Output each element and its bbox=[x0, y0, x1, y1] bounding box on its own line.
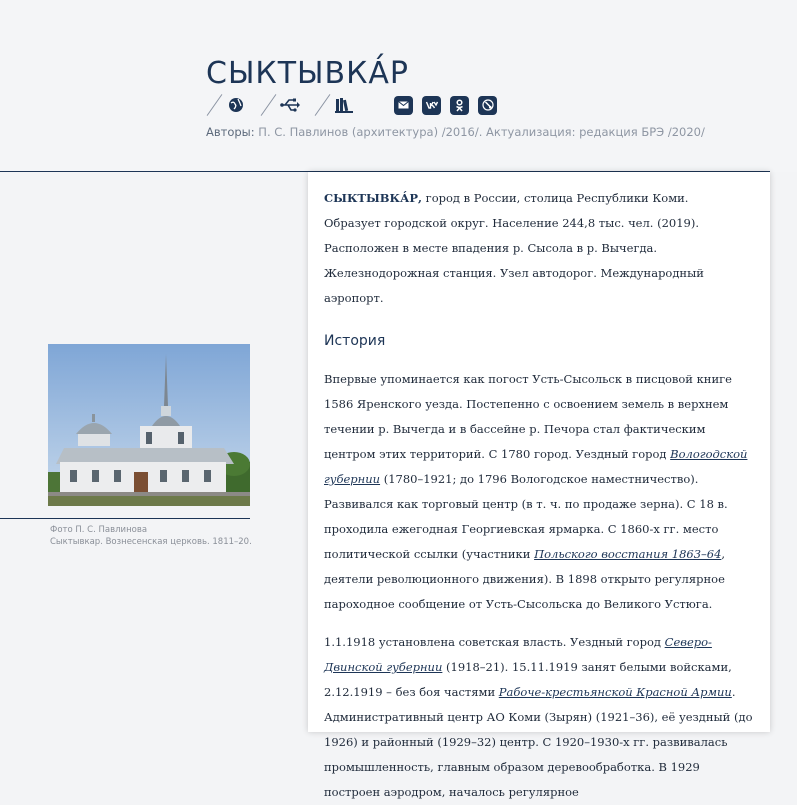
history-paragraph-1 bbox=[324, 367, 754, 617]
usb-icon[interactable] bbox=[280, 95, 300, 115]
vk-icon[interactable] bbox=[422, 96, 441, 115]
caption-text: Сыктывкар. Вознесенская церковь. 1811–20. bbox=[50, 537, 252, 547]
link-vologda-governorate[interactable]: Вологодской губернии bbox=[324, 447, 748, 486]
text-run: 1.1.1918 установлена советская власть. Уездный город bbox=[324, 635, 665, 649]
lead-rest: город в России, столица Республики Коми. bbox=[422, 191, 689, 205]
history-paragraph-2 bbox=[324, 630, 754, 805]
mail-icon[interactable] bbox=[394, 96, 413, 115]
article-body bbox=[308, 172, 770, 799]
article-header bbox=[0, 0, 797, 172]
toolbar bbox=[206, 94, 497, 116]
link-polish-uprising[interactable]: Польского восстания 1863–64 bbox=[534, 547, 722, 561]
link-north-dvina-governorate[interactable]: Северо-Двинской губернии bbox=[324, 635, 712, 674]
paragraph-gap bbox=[324, 617, 754, 630]
globe-icon[interactable] bbox=[226, 95, 246, 115]
history-heading: История bbox=[324, 333, 386, 349]
lead-paragraph bbox=[324, 186, 754, 211]
intro-paragraph: Образует городской округ. Население 244,8 тыс. чел. (2019). Расположен в месте впадения р. Сысола в р. Вычегда. Железнодорожная станция. Узел автодорог. Международный аэропорт. bbox=[324, 216, 704, 305]
text-run: Впервые упоминается как погост Усть-Сысольск в писцовой книге 1586 Яренского уезда. Постепенно с освоением земель в верхнем течении р. Вычегда и в бассейне р. Печора стал фактическим центром этих территорий. С 1780 город. Уездный город bbox=[324, 372, 732, 461]
figure-caption bbox=[50, 524, 270, 548]
divider bbox=[0, 171, 310, 172]
text-run: (1780–1921; до 1796 Вологодское наместничество). Развивался как торговый центр (в т. ч. по продаже зерна). С 18 в. проходила ежегодная Георгиевская ярмарка. С 1860-х гг. место политической ссылки (участники bbox=[324, 472, 728, 561]
books-icon[interactable] bbox=[334, 95, 354, 115]
page-title: СЫКТЫВКА́Р bbox=[206, 56, 410, 91]
link-red-army[interactable]: Рабоче-крестьянской Красной Армии bbox=[498, 685, 732, 699]
figure bbox=[48, 344, 250, 506]
livejournal-icon[interactable] bbox=[478, 96, 497, 115]
text-run: , деятели революционного движения). В 1898 открыто регулярное пароходное сообщение от Усть-Сысольска до Великого Устюга. bbox=[324, 547, 726, 611]
text-run: (1918–21). 15.11.1919 занят белыми войсками, 2.12.1919 – без боя частями bbox=[324, 660, 732, 699]
separator bbox=[206, 94, 224, 116]
church-photo[interactable] bbox=[48, 344, 250, 506]
authors-text: П. С. Павлинов (архитектура) /2016/. Актуализация: редакция БРЭ /2020/ bbox=[254, 125, 705, 139]
share-buttons bbox=[394, 96, 497, 115]
authors-label: Авторы: bbox=[206, 125, 255, 139]
authors-line bbox=[206, 125, 705, 139]
ok-icon[interactable] bbox=[450, 96, 469, 115]
text-run: . Административный центр АО Коми (Зырян) (1921–36), её уездный (до 1926) и районный (1929–32) центр. С 1920–1930-х гг. развивалась промышленность, главным образом деревообработка. В 1929 построен аэродром, началось регулярное bbox=[324, 685, 753, 799]
lead-term: СЫКТЫВКА́Р, bbox=[324, 191, 423, 205]
separator bbox=[314, 94, 332, 116]
separator bbox=[260, 94, 278, 116]
photo-credit: Фото П. С. Павлинова bbox=[50, 525, 148, 535]
caption-rule bbox=[0, 518, 250, 519]
